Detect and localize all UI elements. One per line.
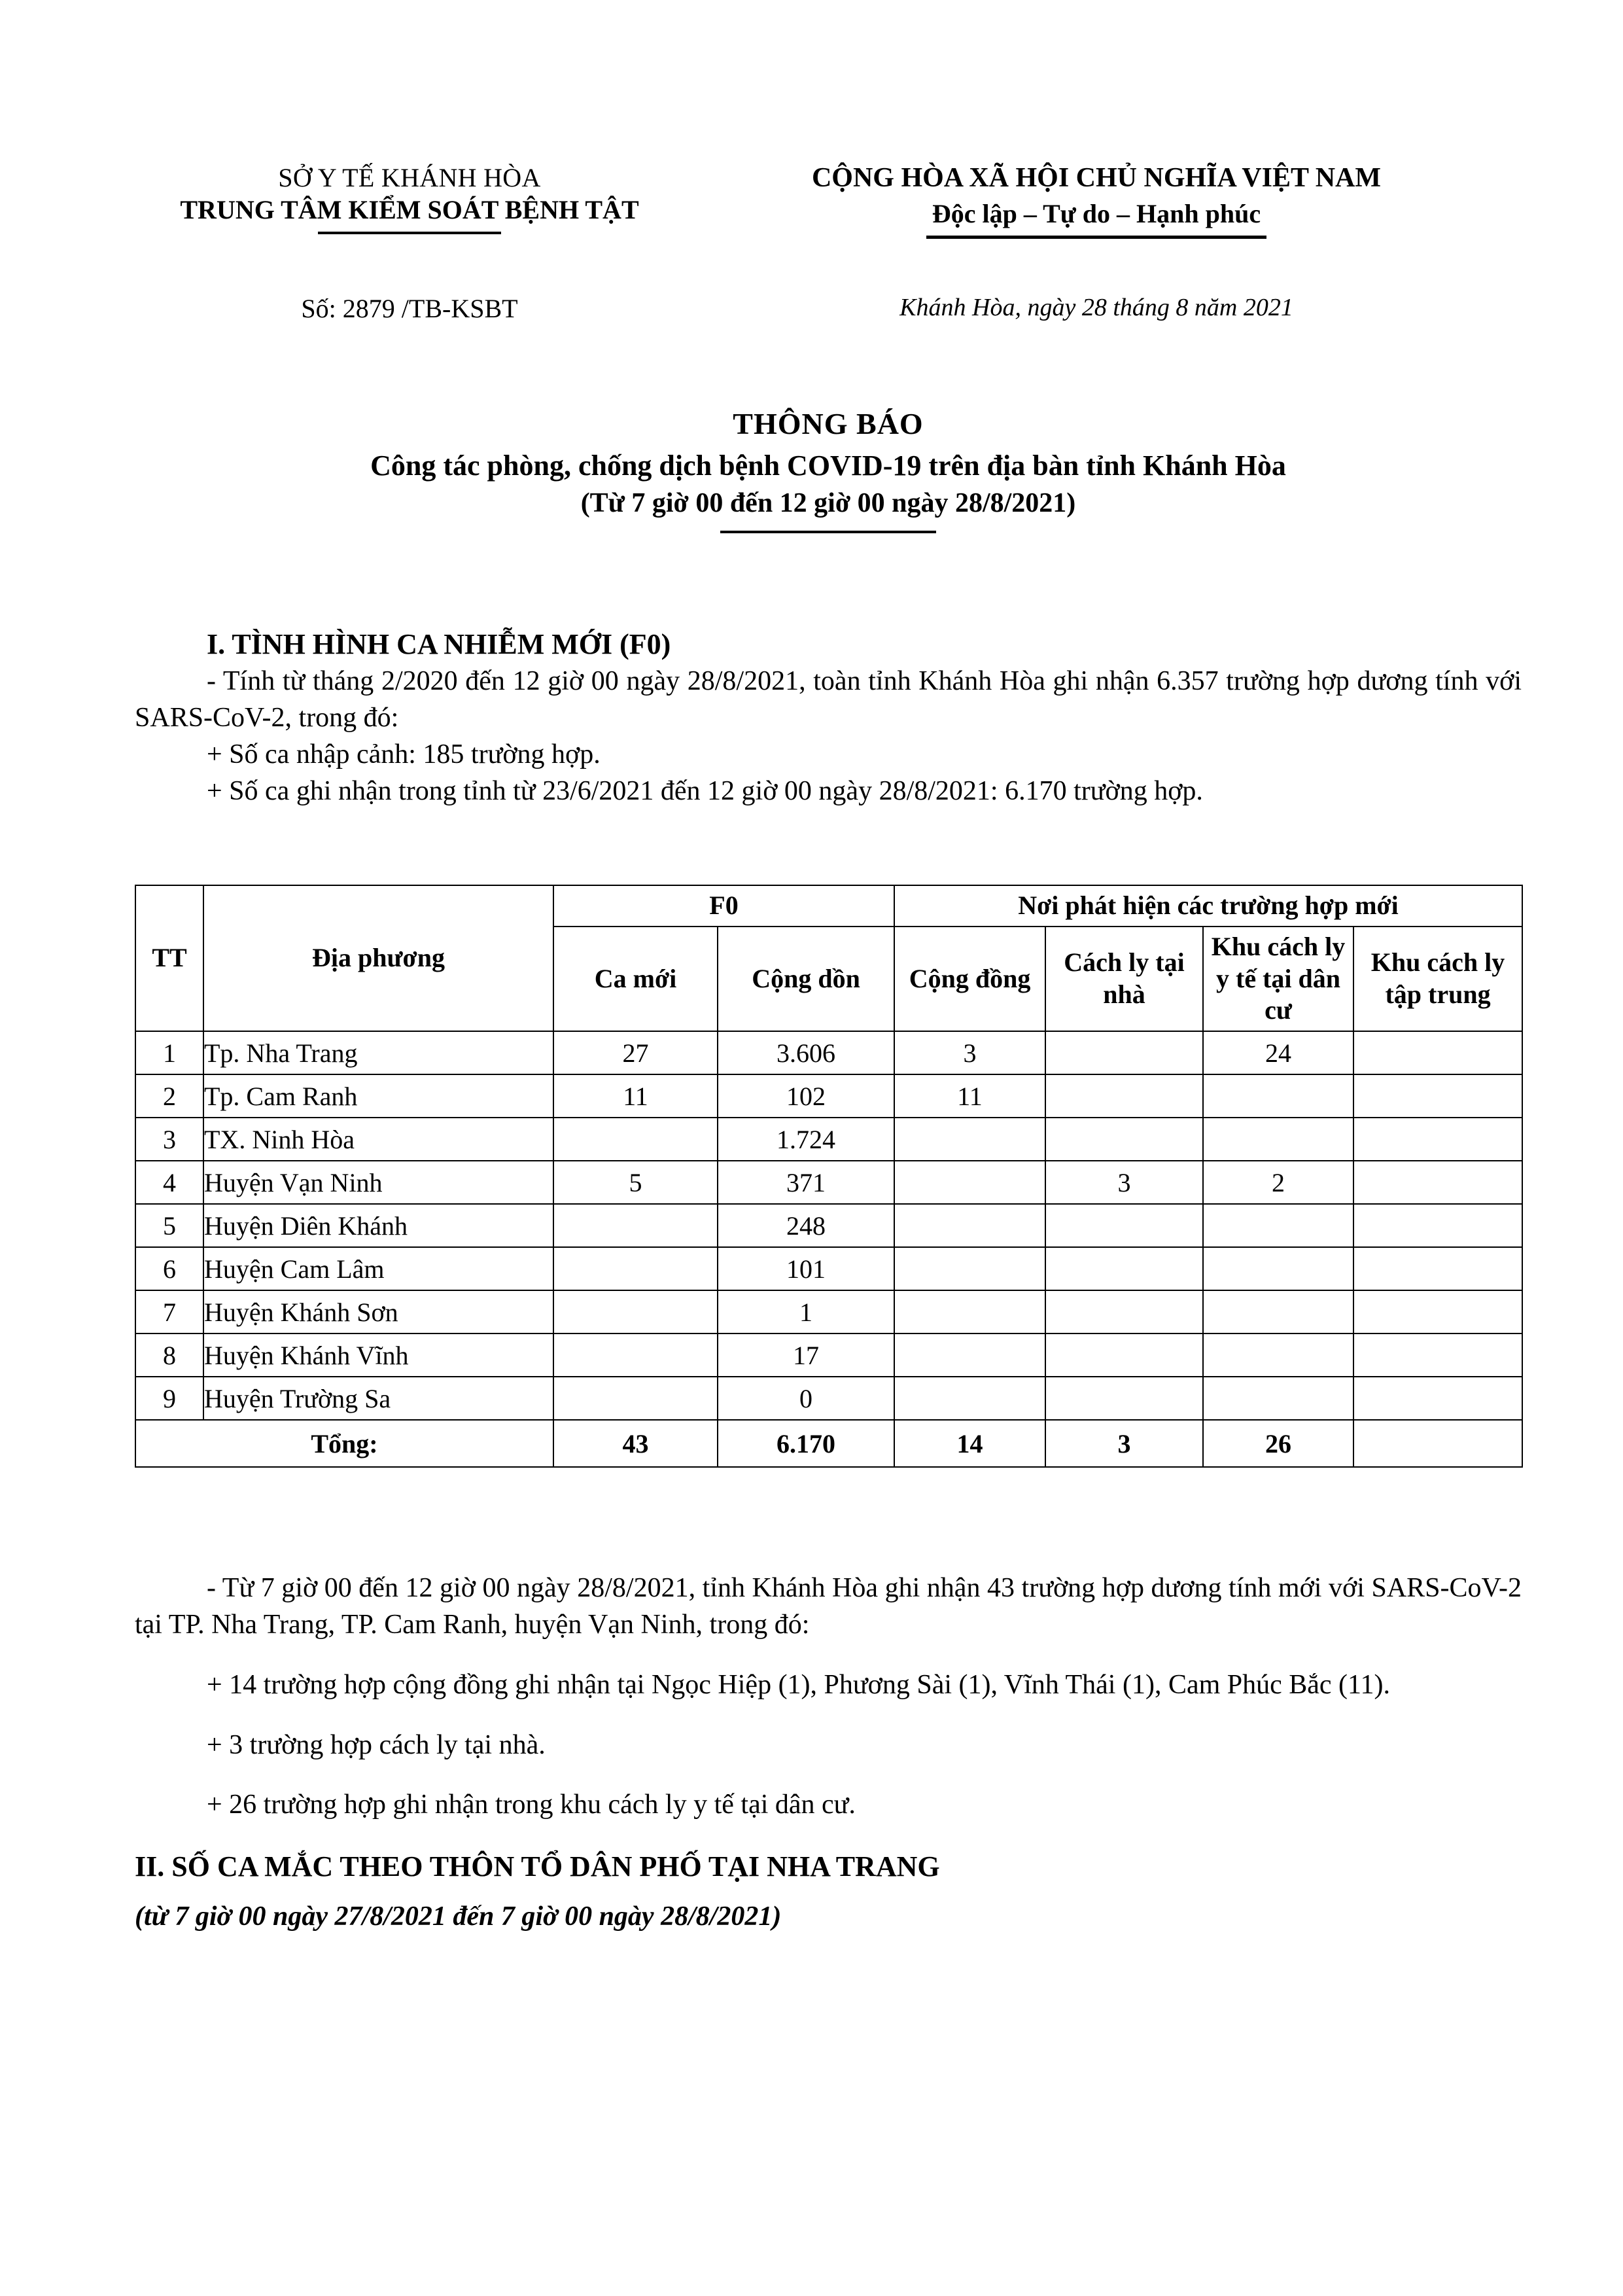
table-body [135,1031,1522,1467]
cell-khu-tap-trung [1353,1333,1522,1377]
paragraph-spacer-2 [135,1704,1522,1727]
section-2-subtitle: (từ 7 giờ 00 ngày 27/8/2021 đến 7 giờ 00 ngày 28/8/2021) [135,1901,782,1932]
document-title-block [135,406,1522,533]
section-1-after-table [135,1570,1522,1935]
col-header-khu-cach-ly-y-te-tai-dan-cu: Khu cách ly y tế tại dân cư [1203,927,1353,1031]
cell-khu-tap-trung [1353,1247,1522,1290]
cell-tt: 4 [135,1161,203,1204]
cell-ca-moi [553,1247,718,1290]
paragraph-spacer-3 [135,1763,1522,1787]
cell-cong-dong [894,1118,1045,1161]
cell-ca-moi [553,1290,718,1333]
title-divider [720,531,936,533]
letterhead-divider-right [926,236,1266,239]
total-cell-ca-moi: 43 [553,1420,718,1467]
cell-tt: 7 [135,1290,203,1333]
cell-ca-moi: 27 [553,1031,718,1074]
cell-tt: 3 [135,1118,203,1161]
title-subtitle-primary: Công tác phòng, chống dịch bệnh COVID-19 trên địa bàn tỉnh Khánh Hòa [370,450,1286,482]
cell-cong-don: 0 [718,1377,894,1420]
table-row [135,1074,1522,1118]
title-subtitle-period: (Từ 7 giờ 00 đến 12 giờ 00 ngày 28/8/2021) [580,488,1076,519]
col-header-khu-cach-ly-tap-trung: Khu cách ly tập trung [1353,927,1522,1031]
cell-khu-dan-cu [1203,1074,1353,1118]
cell-ca-moi [553,1377,718,1420]
total-cell-khu-tap-trung [1353,1420,1522,1467]
cell-tt: 1 [135,1031,203,1074]
cell-khu-tap-trung [1353,1118,1522,1161]
section-1-paragraph-3: + Số ca ghi nhận trong tỉnh từ 23/6/2021 đến 12 giờ 00 ngày 28/8/2021: 6.170 trường hợp. [207,775,1203,806]
national-heading [671,162,1522,239]
table-header [135,885,1522,1031]
cell-khu-dan-cu [1203,1333,1353,1377]
cell-khu-tap-trung [1353,1161,1522,1204]
section-1-paragraph-1: - Tính từ tháng 2/2020 đến 12 giờ 00 ngày 28/8/2021, toàn tỉnh Khánh Hòa ghi nhận 6.357 trường hợp dương tính với SARS-CoV-2, trong đó: [135,666,1522,733]
cell-cong-don: 102 [718,1074,894,1118]
cell-khu-dan-cu [1203,1247,1353,1290]
total-cell-cach-ly-tai-nha: 3 [1045,1420,1203,1467]
cell-cach-ly-tai-nha [1045,1031,1203,1074]
letterhead-divider-left [318,232,501,234]
cell-ca-moi: 5 [553,1161,718,1204]
cell-khu-dan-cu [1203,1118,1353,1161]
cell-dia-phuong: TX. Ninh Hòa [203,1118,553,1161]
cell-cong-don: 1 [718,1290,894,1333]
cell-ca-moi [553,1333,718,1377]
table-row [135,1333,1522,1377]
cell-cong-dong [894,1161,1045,1204]
table-row [135,1290,1522,1333]
cell-khu-dan-cu: 2 [1203,1161,1353,1204]
cell-cong-dong [894,1333,1045,1377]
cell-khu-dan-cu [1203,1290,1353,1333]
cell-tt: 5 [135,1204,203,1247]
letterhead [135,162,1522,239]
cell-khu-tap-trung [1353,1204,1522,1247]
document-number: Số: 2879 /TB-KSBT [301,294,518,323]
covid-statistics-table [135,885,1523,1468]
cell-dia-phuong: Huyện Khánh Vĩnh [203,1333,553,1377]
cell-cach-ly-tai-nha [1045,1247,1203,1290]
section-1-paragraph-2: + Số ca nhập cảnh: 185 trường hợp. [207,739,601,770]
col-header-cach-ly-tai-nha: Cách ly tại nhà [1045,927,1203,1031]
covid-statistics-table-wrapper [135,885,1522,1468]
col-header-tt: TT [135,885,203,1031]
cell-tt: 9 [135,1377,203,1420]
cell-cach-ly-tai-nha: 3 [1045,1161,1203,1204]
page-title: THÔNG BÁO [733,407,924,440]
after-table-paragraph-3: + 3 trường hợp cách ly tại nhà. [207,1729,546,1760]
cell-dia-phuong: Tp. Cam Ranh [203,1074,553,1118]
organization-name: TRUNG TÂM KIỂM SOÁT BỆNH TẬT [180,195,639,225]
cell-cach-ly-tai-nha [1045,1204,1203,1247]
table-row [135,1377,1522,1420]
paragraph-spacer-1 [135,1644,1522,1667]
cell-dia-phuong: Huyện Cam Lâm [203,1247,553,1290]
cell-dia-phuong: Tp. Nha Trang [203,1031,553,1074]
cell-cach-ly-tai-nha [1045,1333,1203,1377]
total-cell-cong-don: 6.170 [718,1420,894,1467]
after-table-paragraph-1: - Từ 7 giờ 00 đến 12 giờ 00 ngày 28/8/2021, tỉnh Khánh Hòa ghi nhận 43 trường hợp dương tính mới với SARS-CoV-2 tại TP. Nha Trang, TP. Cam Ranh, huyện Vạn Ninh, trong đó: [135,1573,1522,1640]
cell-cong-dong: 11 [894,1074,1045,1118]
cell-tt: 2 [135,1074,203,1118]
total-cell-cong-dong: 14 [894,1420,1045,1467]
after-table-paragraph-4: + 26 trường hợp ghi nhận trong khu cách ly y tế tại dân cư. [207,1790,856,1820]
table-row [135,1204,1522,1247]
table-total-row [135,1420,1522,1467]
cell-cong-dong [894,1290,1045,1333]
cell-cong-don: 1.724 [718,1118,894,1161]
cell-cach-ly-tai-nha [1045,1074,1203,1118]
table-row [135,1031,1522,1074]
cell-cong-dong [894,1247,1045,1290]
cell-ca-moi: 11 [553,1074,718,1118]
country-name: CỘNG HÒA XÃ HỘI CHỦ NGHĨA VIỆT NAM [811,163,1382,193]
place-and-date: Khánh Hòa, ngày 28 tháng 8 năm 2021 [899,294,1293,321]
cell-cong-dong [894,1377,1045,1420]
cell-ca-moi [553,1118,718,1161]
section-2-heading: II. SỐ CA MẮC THEO THÔN TỔ DÂN PHỐ TẠI NHA TRANG [135,1850,940,1883]
cell-dia-phuong: Huyện Trường Sa [203,1377,553,1420]
col-header-cong-don: Cộng dồn [718,927,894,1031]
national-motto: Độc lập – Tự do – Hạnh phúc [932,198,1261,228]
total-cell-khu-dan-cu: 26 [1203,1420,1353,1467]
cell-khu-tap-trung [1353,1031,1522,1074]
section-1-heading: I. TÌNH HÌNH CA NHIỄM MỚI (F0) [207,628,671,660]
cell-ca-moi [553,1204,718,1247]
cell-dia-phuong: Huyện Diên Khánh [203,1204,553,1247]
cell-khu-tap-trung [1353,1377,1522,1420]
group-header-noi-phat-hien: Nơi phát hiện các trường hợp mới [894,885,1522,927]
paragraph-spacer-4 [135,1824,1522,1847]
table-row [135,1247,1522,1290]
cell-cong-don: 17 [718,1333,894,1377]
cell-cach-ly-tai-nha [1045,1377,1203,1420]
after-table-paragraph-2: + 14 trường hợp cộng đồng ghi nhận tại Ngọc Hiệp (1), Phương Sài (1), Vĩnh Thái (1), Cam Phúc Bắc (11). [207,1669,1390,1700]
cell-cong-don: 248 [718,1204,894,1247]
cell-khu-dan-cu [1203,1204,1353,1247]
cell-khu-tap-trung [1353,1290,1522,1333]
col-header-ca-moi: Ca mới [553,927,718,1031]
cell-cach-ly-tai-nha [1045,1118,1203,1161]
section-1-body [135,625,1522,810]
cell-dia-phuong: Huyện Khánh Sơn [203,1290,553,1333]
cell-cong-dong [894,1204,1045,1247]
table-row [135,1118,1522,1161]
cell-khu-tap-trung [1353,1074,1522,1118]
organization-parent-name: SỞ Y TẾ KHÁNH HÒA [278,163,541,192]
cell-cong-don: 101 [718,1247,894,1290]
issuing-organization [135,162,671,234]
cell-cong-dong: 3 [894,1031,1045,1074]
cell-cong-don: 371 [718,1161,894,1204]
cell-tt: 6 [135,1247,203,1290]
group-header-f0: F0 [553,885,894,927]
cell-total-label: Tổng: [135,1420,553,1467]
table-header-group-row [135,885,1522,927]
document-meta-row [135,293,1522,324]
cell-khu-dan-cu: 24 [1203,1031,1353,1074]
cell-khu-dan-cu [1203,1377,1353,1420]
cell-dia-phuong: Huyện Vạn Ninh [203,1161,553,1204]
cell-cach-ly-tai-nha [1045,1290,1203,1333]
cell-tt: 8 [135,1333,203,1377]
table-row [135,1161,1522,1204]
col-header-cong-dong: Cộng đồng [894,927,1045,1031]
cell-cong-don: 3.606 [718,1031,894,1074]
col-header-dia-phuong: Địa phương [203,885,553,1031]
